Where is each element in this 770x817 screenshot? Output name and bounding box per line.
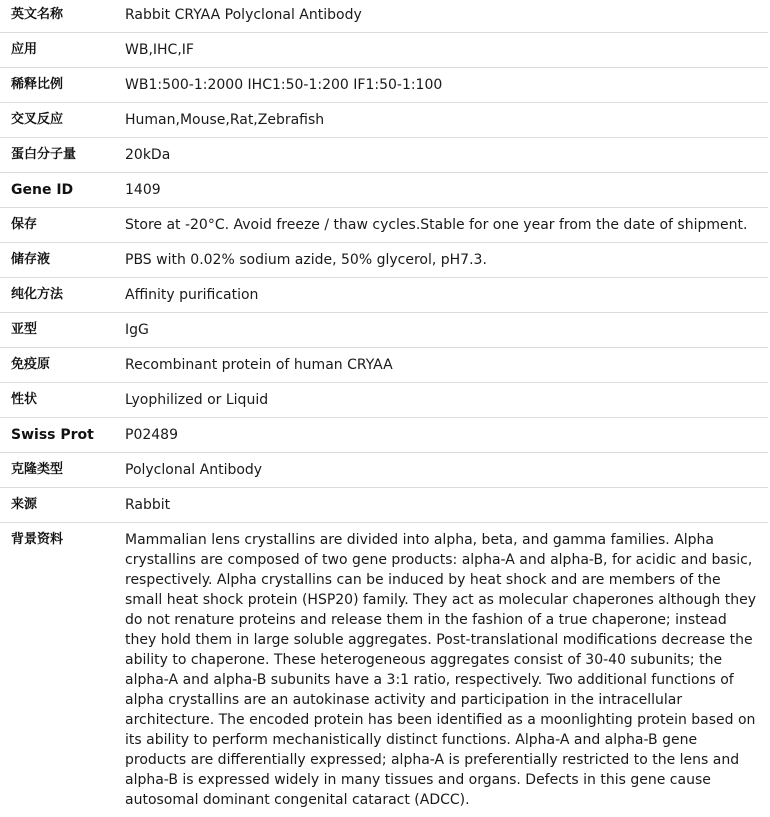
spec-row [0, 348, 768, 383]
spec-label: 来源 [0, 488, 125, 523]
spec-value: Rabbit CRYAA Polyclonal Antibody [125, 0, 768, 33]
spec-value: Polyclonal Antibody [125, 453, 768, 488]
spec-label: 免疫原 [0, 348, 125, 383]
spec-label: 储存液 [0, 243, 125, 278]
spec-row [0, 488, 768, 523]
spec-value: P02489 [125, 418, 768, 453]
spec-label: 应用 [0, 33, 125, 68]
spec-row [0, 33, 768, 68]
spec-value: Affinity purification [125, 278, 768, 313]
spec-value: 1409 [125, 173, 768, 208]
spec-row [0, 453, 768, 488]
spec-value: Human,Mouse,Rat,Zebrafish [125, 103, 768, 138]
spec-value-background: Mammalian lens crystallins are divided into alpha, beta, and gamma families. Alpha crystallins are composed of two gene products: alpha-A and alpha-B, for acidic and basic, respectively. Alpha crystallins can be induced by heat shock and are members of the small heat shock protein (HSP20) family. They act as molecular chaperones although they do not renature proteins and release them in the fashion of a true chaperone; instead they hold them in large soluble aggregates. Post-translational modifications decrease the ability to chaperone. These heterogeneous aggregates consist of 30-40 subunits; the alpha-A and alpha-B subunits have a 3:1 ratio, respectively. Two additional functions of alpha crystallins are an autokinase activity and participation in the intracellular architecture. The encoded protein has been identified as a moonlighting protein based on its ability to perform mechanistically distinct functions. Alpha-A and alpha-B gene products are differentially expressed; alpha-A is preferentially restricted to the lens and alpha-B is expressed widely in many tissues and organs. Defects in this gene cause autosomal dominant congenital cataract (ADCC). [125, 523, 768, 817]
spec-label: 亚型 [0, 313, 125, 348]
spec-row [0, 243, 768, 278]
spec-value: WB1:500-1:2000 IHC1:50-1:200 IF1:50-1:100 [125, 68, 768, 103]
spec-row [0, 68, 768, 103]
spec-row [0, 173, 768, 208]
spec-label: 英文名称 [0, 0, 125, 33]
spec-label: Gene ID [0, 173, 125, 208]
spec-row [0, 0, 768, 33]
spec-row [0, 278, 768, 313]
spec-value: PBS with 0.02% sodium azide, 50% glycerol, pH7.3. [125, 243, 768, 278]
spec-value: WB,IHC,IF [125, 33, 768, 68]
spec-label: Swiss Prot [0, 418, 125, 453]
spec-row [0, 383, 768, 418]
spec-row [0, 208, 768, 243]
spec-label: 蛋白分子量 [0, 138, 125, 173]
spec-row [0, 103, 768, 138]
spec-label: 稀释比例 [0, 68, 125, 103]
spec-value: Rabbit [125, 488, 768, 523]
spec-value: 20kDa [125, 138, 768, 173]
spec-value: Lyophilized or Liquid [125, 383, 768, 418]
spec-value: Store at -20°C. Avoid freeze / thaw cycles.Stable for one year from the date of shipment. [125, 208, 768, 243]
spec-label: 性状 [0, 383, 125, 418]
spec-label: 纯化方法 [0, 278, 125, 313]
spec-label: 克隆类型 [0, 453, 125, 488]
spec-label-background: 背景资料 [0, 523, 125, 817]
spec-value: IgG [125, 313, 768, 348]
spec-row-background [0, 523, 768, 817]
spec-row [0, 418, 768, 453]
spec-label: 保存 [0, 208, 125, 243]
spec-value: Recombinant protein of human CRYAA [125, 348, 768, 383]
spec-row [0, 313, 768, 348]
spec-row [0, 138, 768, 173]
spec-label: 交叉反应 [0, 103, 125, 138]
